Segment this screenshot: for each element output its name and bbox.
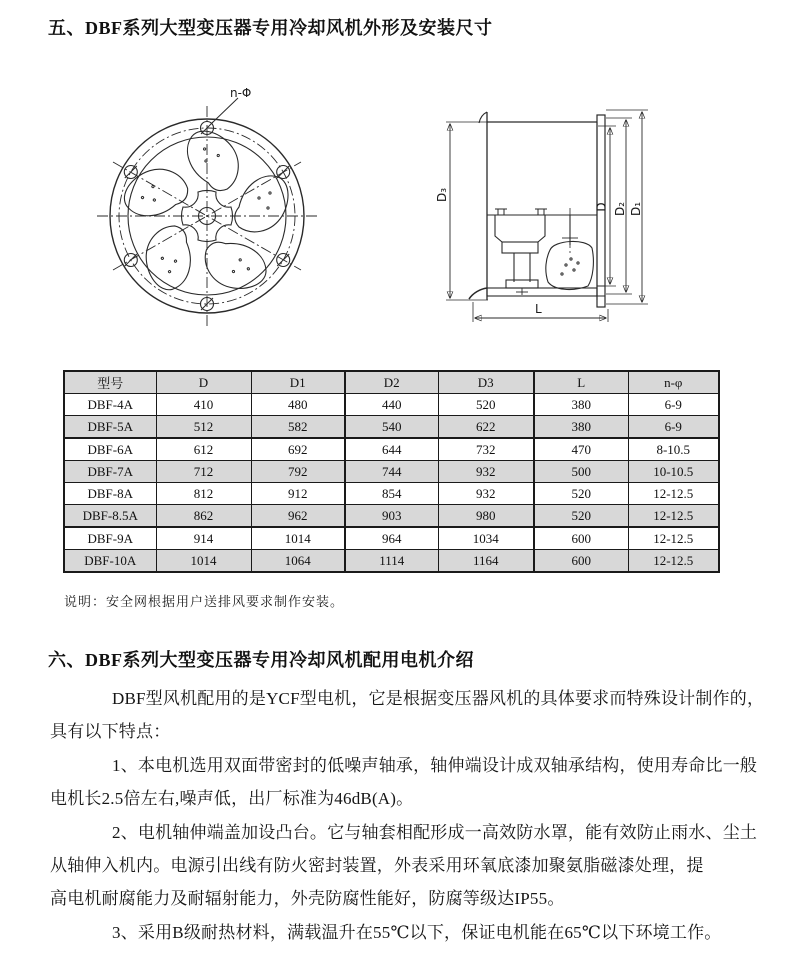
dim-label-d: D	[594, 202, 609, 212]
column-header: D	[156, 371, 251, 394]
value-cell: 903	[345, 505, 438, 528]
value-cell: 582	[251, 416, 345, 439]
column-header: D2	[345, 371, 438, 394]
model-cell: DBF-8.5A	[64, 505, 156, 528]
value-cell: 440	[345, 394, 438, 416]
value-cell: 622	[438, 416, 534, 439]
value-cell: 812	[156, 483, 251, 505]
value-cell: 470	[534, 438, 628, 461]
value-cell: 12-12.5	[628, 527, 719, 550]
body-line: 电机长2.5倍左右,噪声低，出厂标准为46dB(A)。	[50, 789, 414, 809]
value-cell: 380	[534, 394, 628, 416]
table-row	[64, 438, 719, 461]
body-line: 1、本电机选用双面带密封的低噪声轴承，轴伸端设计成双轴承结构，使用寿命比一般	[112, 755, 758, 775]
table-header-row	[64, 371, 719, 394]
column-header: D1	[251, 371, 345, 394]
value-cell: 964	[345, 527, 438, 550]
value-cell: 520	[438, 394, 534, 416]
table-row	[64, 461, 719, 483]
body-line: 2、电机轴伸端盖加设凸台。它与轴套相配形成一高效防水罩，能有效防止雨水、尘土	[112, 822, 758, 842]
value-cell: 10-10.5	[628, 461, 719, 483]
fan-front-view-drawing	[85, 92, 335, 337]
hole-count-label: n-Φ	[230, 86, 252, 100]
value-cell: 512	[156, 416, 251, 439]
body-line: 高电机耐腐能力及耐辐射能力，外壳防腐性能好，防腐等级达IP55。	[50, 889, 565, 909]
value-cell: 912	[251, 483, 345, 505]
dim-label-d3: D₃	[435, 187, 450, 203]
model-cell: DBF-10A	[64, 550, 156, 573]
column-header: L	[534, 371, 628, 394]
dim-label-d1: D₁	[629, 201, 644, 217]
model-cell: DBF-4A	[64, 394, 156, 416]
value-cell: 932	[438, 461, 534, 483]
model-cell: DBF-6A	[64, 438, 156, 461]
model-cell: DBF-8A	[64, 483, 156, 505]
value-cell: 932	[438, 483, 534, 505]
fan-front-view-svg	[85, 92, 335, 337]
body-line: DBF型风机配用的是YCF型电机，它是根据变压器风机的具体要求而特殊设计制作的，	[112, 689, 765, 708]
value-cell: 6-9	[628, 416, 719, 439]
value-cell: 914	[156, 527, 251, 550]
column-header: n-φ	[628, 371, 719, 394]
dim-label-d2: D₂	[613, 201, 628, 217]
value-cell: 744	[345, 461, 438, 483]
value-cell: 612	[156, 438, 251, 461]
model-cell: DBF-9A	[64, 527, 156, 550]
value-cell: 380	[534, 416, 628, 439]
column-header: 型号	[64, 371, 156, 394]
value-cell: 732	[438, 438, 534, 461]
value-cell: 854	[345, 483, 438, 505]
table-row	[64, 416, 719, 439]
value-cell: 792	[251, 461, 345, 483]
value-cell: 1064	[251, 550, 345, 573]
value-cell: 8-10.5	[628, 438, 719, 461]
body-line: 从轴伸入机内。电源引出线有防火密封装置，外表采用环氧底漆加聚氨脂磁漆处理，提	[50, 855, 704, 875]
motor-description-text	[50, 682, 765, 949]
value-cell: 1114	[345, 550, 438, 573]
value-cell: 520	[534, 505, 628, 528]
value-cell: 500	[534, 461, 628, 483]
value-cell: 980	[438, 505, 534, 528]
table-row	[64, 505, 719, 528]
value-cell: 962	[251, 505, 345, 528]
value-cell: 480	[251, 394, 345, 416]
section-5-title: 五、DBF系列大型变压器专用冷却风机外形及安装尺寸	[48, 18, 493, 38]
table-row	[64, 527, 719, 550]
body-line: 3、采用B级耐热材料，满载温升在55℃以下，保证电机能在65℃以下环境工作。	[112, 922, 722, 942]
dimensions-table	[63, 370, 720, 573]
value-cell: 12-12.5	[628, 550, 719, 573]
value-cell: 600	[534, 550, 628, 573]
value-cell: 12-12.5	[628, 483, 719, 505]
value-cell: 1164	[438, 550, 534, 573]
value-cell: 862	[156, 505, 251, 528]
value-cell: 410	[156, 394, 251, 416]
body-line: 具有以下特点：	[50, 722, 171, 742]
value-cell: 540	[345, 416, 438, 439]
section-6-title: 六、DBF系列大型变压器专用冷却风机配用电机介绍	[48, 650, 474, 670]
dim-label-l: L	[535, 302, 542, 316]
value-cell: 1034	[438, 527, 534, 550]
value-cell: 1014	[251, 527, 345, 550]
value-cell: 6-9	[628, 394, 719, 416]
table-row	[64, 394, 719, 416]
model-cell: DBF-5A	[64, 416, 156, 439]
column-header: D3	[438, 371, 534, 394]
value-cell: 644	[345, 438, 438, 461]
table-note: 说明：安全网根据用户送排风要求制作安装。	[64, 594, 345, 609]
value-cell: 692	[251, 438, 345, 461]
value-cell: 520	[534, 483, 628, 505]
table-row	[64, 550, 719, 573]
table-row	[64, 483, 719, 505]
value-cell: 712	[156, 461, 251, 483]
model-cell: DBF-7A	[64, 461, 156, 483]
value-cell: 12-12.5	[628, 505, 719, 528]
value-cell: 600	[534, 527, 628, 550]
value-cell: 1014	[156, 550, 251, 573]
